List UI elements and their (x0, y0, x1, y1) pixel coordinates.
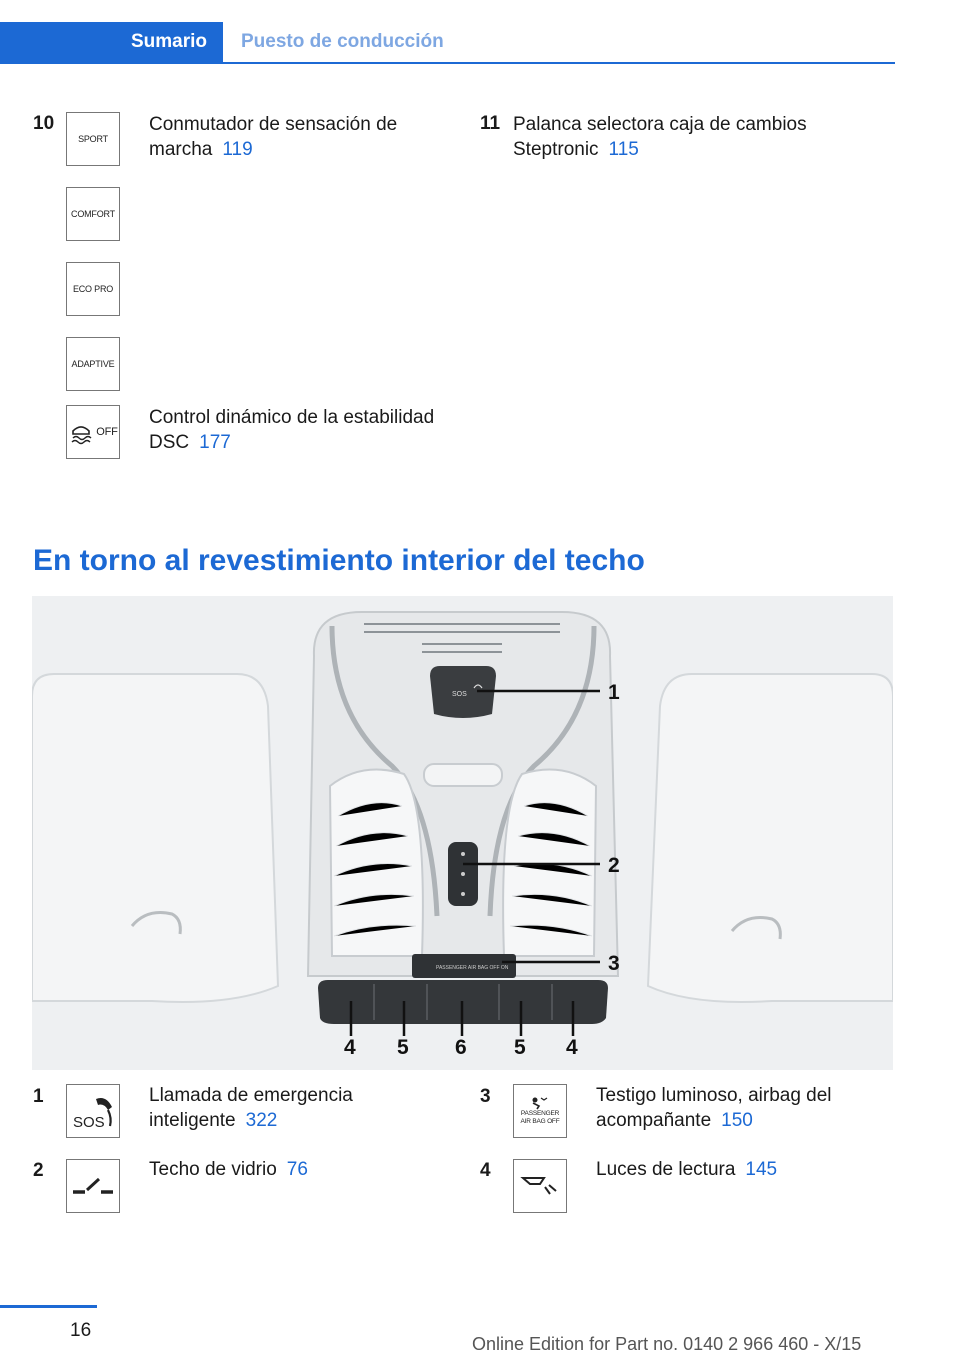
callout-2: 2 (608, 854, 620, 877)
legend-item-4 (596, 1157, 886, 1182)
dsc-off-icon (66, 405, 120, 459)
item-number-10: 10 (33, 113, 55, 134)
eco-pro-button-icon (66, 262, 120, 316)
roof-console-figure (32, 596, 893, 1070)
sos-phone-icon (66, 1084, 120, 1138)
sport-button-icon (66, 112, 120, 166)
eco-pro-label: ECO PRO (72, 284, 114, 294)
legend-item-2 (149, 1157, 439, 1182)
callout-4-right: 4 (566, 1036, 578, 1059)
callout-5-right: 5 (514, 1036, 526, 1059)
callout-6: 6 (455, 1036, 467, 1059)
adaptive-button-icon (66, 337, 120, 391)
airbag-person-icon (529, 1096, 551, 1110)
tab-puesto-de-conduccion[interactable]: Puesto de conducción (241, 31, 444, 52)
callout-3: 3 (608, 952, 620, 975)
page-number: 16 (70, 1320, 92, 1341)
glass-roof-glyph (71, 1174, 115, 1198)
item-11-page-ref[interactable]: 115 (608, 139, 639, 160)
sos-figure-text: SOS (452, 691, 467, 698)
roof-console-illustration (32, 596, 893, 1070)
reading-light-icon (513, 1159, 567, 1213)
item-11-description (513, 112, 878, 162)
sport-label: SPORT (78, 134, 108, 144)
sos-phone-glyph (70, 1091, 116, 1131)
legend-ref-4[interactable]: 145 (745, 1159, 778, 1180)
legend-ref-3[interactable]: 150 (721, 1110, 753, 1131)
page-number-rule (0, 1305, 97, 1308)
legend-item-3 (596, 1083, 886, 1133)
callout-4-left: 4 (344, 1036, 356, 1059)
callout-5-left: 5 (397, 1036, 409, 1059)
tab-sumario[interactable]: Sumario (0, 22, 223, 62)
legend-item-1 (149, 1083, 439, 1133)
passenger-airbag-icon (513, 1084, 567, 1138)
item-10-text: Conmutador de sensación de marcha (149, 114, 398, 160)
header-tabbar (0, 22, 895, 64)
legend-number-2: 2 (33, 1160, 44, 1181)
item-11-text: Palanca selectora caja de cambios Steptronic (513, 114, 807, 160)
sos-icon-text: SOS (73, 1114, 105, 1131)
skid-car-icon (68, 419, 94, 445)
item-10-description (149, 112, 439, 162)
adaptive-label: ADAPTIVE (71, 359, 115, 369)
section-title: En torno al revestimiento interior del techo (33, 544, 645, 577)
glass-roof-icon (66, 1159, 120, 1213)
legend-text-1: Llamada de emergencia inteligente (149, 1085, 353, 1131)
legend-number-1: 1 (33, 1086, 44, 1107)
dsc-description (149, 405, 439, 455)
edition-footer: Online Edition for Part no. 0140 2 966 460 - X/15 (472, 1334, 862, 1354)
legend-number-3: 3 (480, 1086, 491, 1107)
dsc-off-label: OFF (96, 426, 118, 438)
reading-light-glyph (520, 1172, 560, 1200)
legend-ref-2[interactable]: 76 (286, 1159, 308, 1180)
item-number-11: 11 (480, 113, 501, 134)
legend-text-2: Techo de vidrio (149, 1159, 277, 1180)
legend-ref-1[interactable]: 322 (245, 1110, 278, 1131)
airbag-icon-text: PASSENGER AIR BAG OFF (520, 1110, 560, 1125)
comfort-label: COMFORT (71, 209, 115, 219)
airbag-figure-text: PASSENGER AIR BAG OFF ON (436, 965, 509, 971)
callout-1: 1 (608, 681, 620, 704)
legend-number-4: 4 (480, 1160, 491, 1181)
legend-text-3: Testigo luminoso, airbag del acompañante (596, 1085, 832, 1131)
item-10-page-ref[interactable]: 119 (222, 139, 253, 160)
dsc-text: Control dinámico de la estabilidad DSC (149, 407, 435, 453)
legend-text-4: Luces de lectura (596, 1159, 736, 1180)
dsc-page-ref[interactable]: 177 (199, 432, 231, 453)
comfort-button-icon (66, 187, 120, 241)
